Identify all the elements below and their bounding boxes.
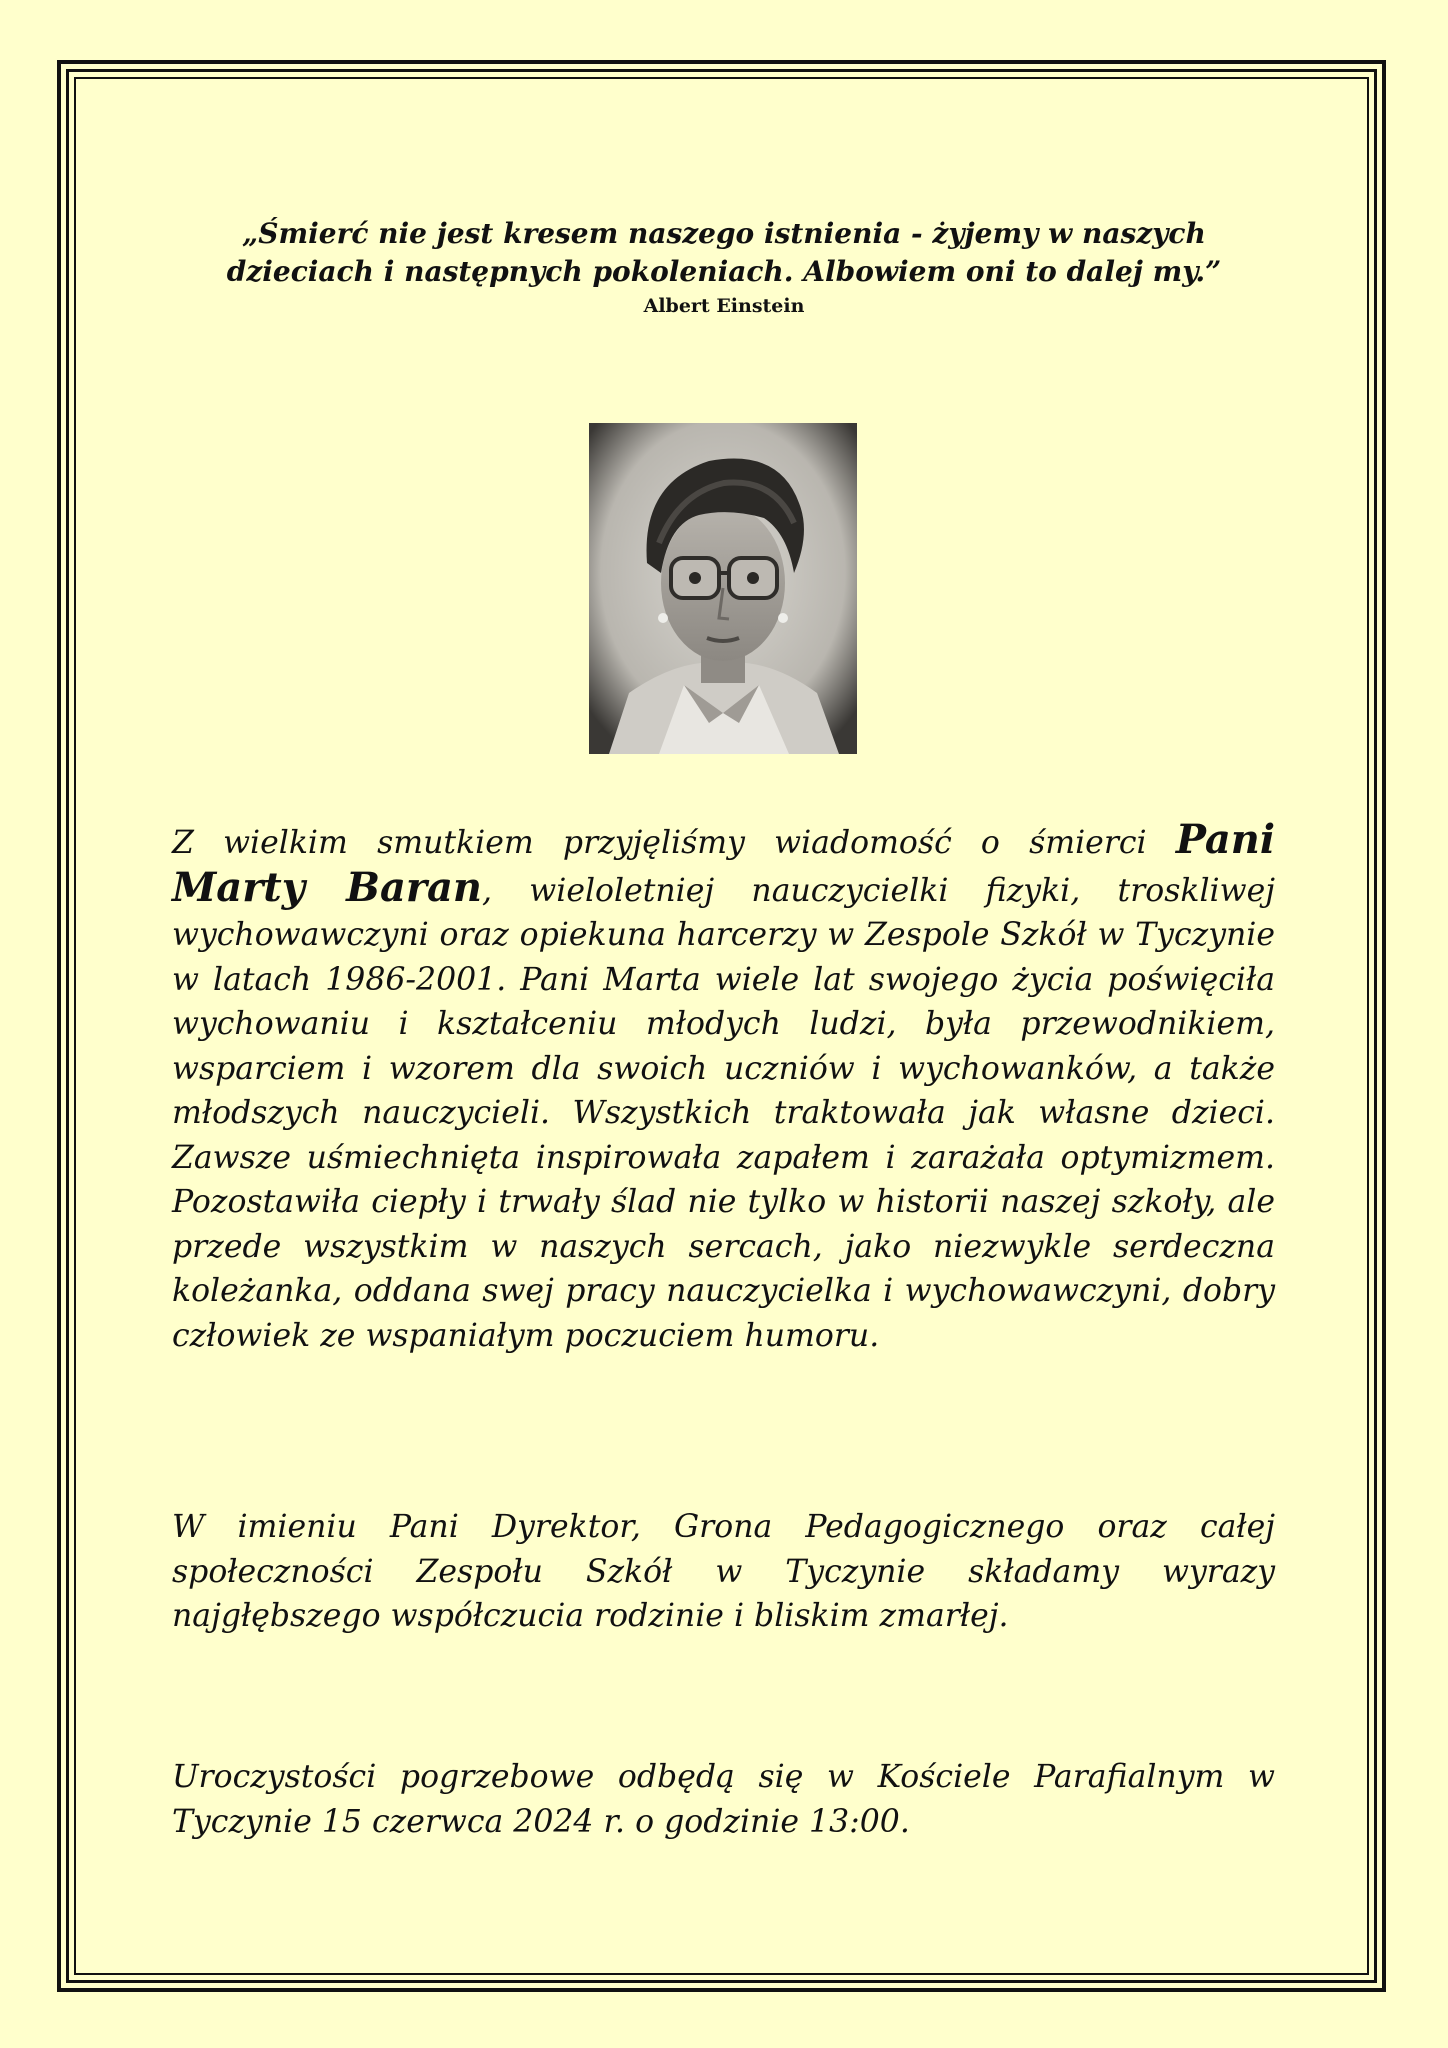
portrait-image — [589, 423, 857, 754]
obituary-intro: Z wielkim smutkiem przyjęliśmy wiadomość o śmierci — [172, 825, 1147, 861]
portrait-photo — [589, 423, 857, 754]
quote-line-1: „Śmierć nie jest kresem naszego istnienia - żyjemy w naszych — [242, 217, 1206, 250]
funeral-info-paragraph: Uroczystości pogrzebowe odbędą się w Kościele Parafialnym w Tyczynie 15 czerwca 2024 r. o godzinie 13:00. — [172, 1759, 1275, 1840]
quote-line-2: dzieciach i następnych pokoleniach. Albowiem oni to dalej my.” — [226, 255, 1222, 288]
obituary-body: , wieloletniej nauczycielki fizyki, troskliwej wychowawczyni oraz opiekuna harcerzy w Zespole Szkół w Tyczynie w latach 1986-2001. Pani Marta wiele lat swojego życia poświęciła wychowaniu i kształceniu młodych ludzi, była przewodnikiem, wsparciem i wzorem dla swoich uczniów i wychowanków, a także młodszych nauczycieli. Wszystkich traktowała jak własne dzieci. Zawsze uśmiechnięta inspirowała zapałem i zarażała optymizmem. Pozostawiła ciepły i trwały ślad nie tylko w historii naszej szkoły, ale przede wszystkim w naszych sercach, jako niezwykle serdeczna koleżanka, oddana swej pracy nauczycielka i wychowawczyni, dobry człowiek ze wspaniałym poczuciem humoru. — [172, 872, 1275, 1354]
obituary-main-paragraph — [172, 818, 1275, 1358]
quote-author: Albert Einstein — [643, 295, 805, 317]
deceased-name: Pani Marty Baran — [172, 816, 1276, 911]
condolences-paragraph: W imieniu Pani Dyrektor, Grona Pedagogicznego oraz całej społeczności Zespołu Szkół w Tyczynie składamy wyrazy najgłębszego współczucia rodzinie i bliskim zmarłej. — [172, 1509, 1275, 1634]
quote-block — [120, 215, 1328, 319]
